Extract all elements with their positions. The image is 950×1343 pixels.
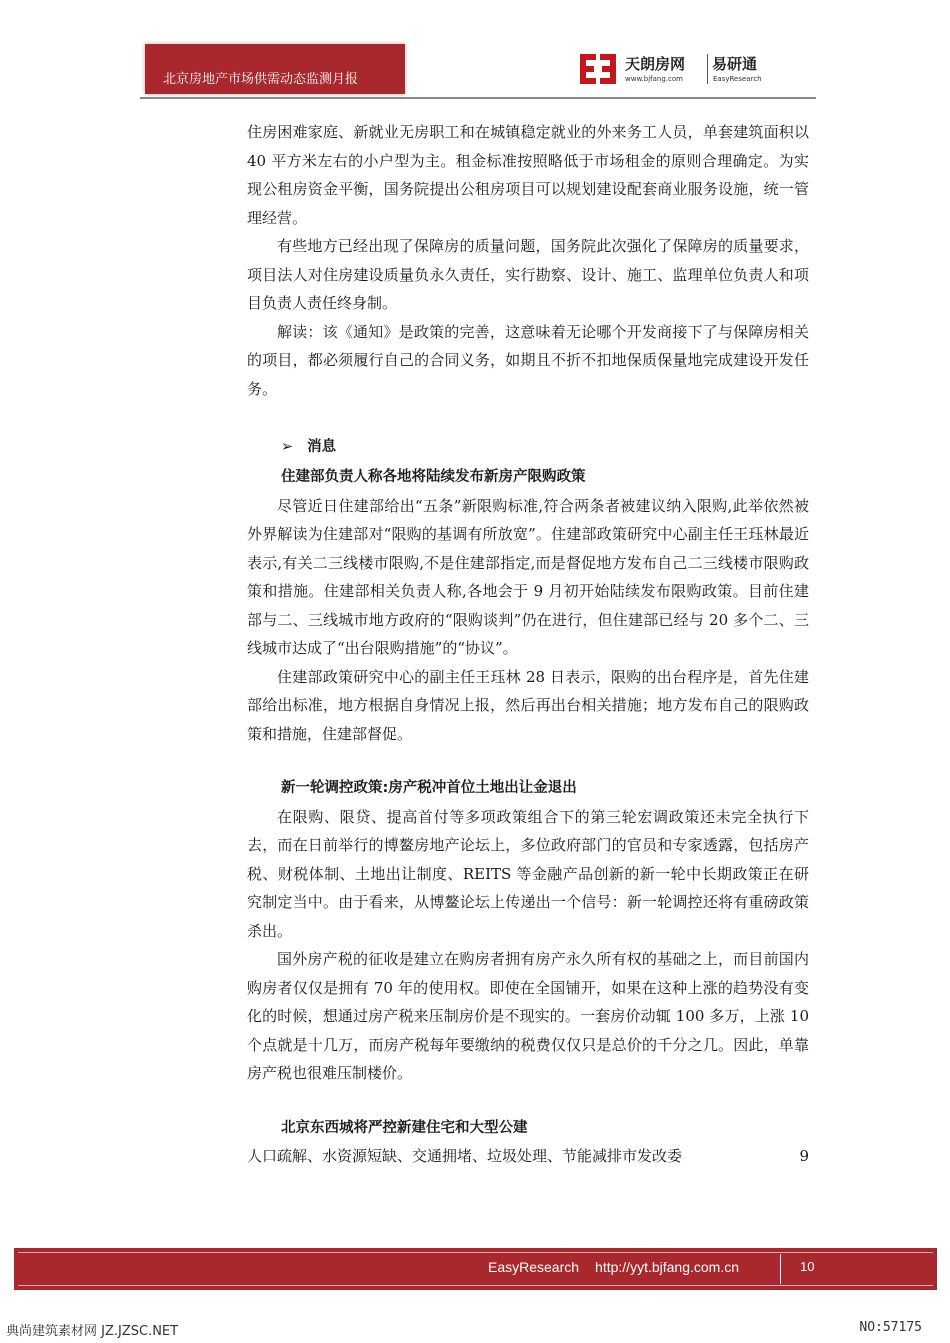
paragraph: 解读：该《通知》是政策的完善，这意味着无论哪个开发商接下了与保障房相关的项目，都必须履行自己的合同义务，如期且不折不扣地保质保量地完成建设开发任务。 bbox=[247, 322, 809, 398]
page-reference: 9 bbox=[799, 1147, 809, 1165]
paragraph: 住房困难家庭、新就业无房职工和在城镇稳定就业的外来务工人员，单套建筑面积以 40 平方米左右的小户型为主。租金标准按照略低于市场租金的原则合理确定。为实现公租房资金平衡，国务院提出公租房项目可以规划建设配套商业服务设施，统一管理经营。 bbox=[247, 123, 809, 227]
logo-product-name: 易研通 bbox=[712, 55, 758, 73]
section-heading bbox=[247, 433, 809, 461]
logo-name: 天朗房网 bbox=[625, 55, 686, 73]
footer-text bbox=[488, 1259, 739, 1275]
paragraph: 人口疏解、水资源短缺、交通拥堵、垃圾处理、节能减排市发改委 bbox=[247, 1147, 683, 1165]
logo-url: www.bjfang.com bbox=[625, 75, 683, 83]
last-line bbox=[247, 1142, 809, 1171]
company-logo bbox=[576, 52, 776, 88]
watermark-site: 典尚建筑素材网 JZ.JZSC.NET bbox=[6, 1324, 179, 1339]
news-title: 住建部负责人称各地将陆续发布新房产限购政策 bbox=[281, 469, 586, 485]
footer-brand: EasyResearch bbox=[488, 1259, 580, 1275]
document-body bbox=[247, 118, 809, 1171]
news-title: 北京东西城将严控新建住宅和大型公建 bbox=[281, 1119, 528, 1136]
paragraph: 住建部政策研究中心的副主任王珏林 28 日表示，限购的出台程序是，首先住建部给出标准，地方根据自身情况上报，然后再出台相关措施；地方发布自己的限购政策和措施，住建部督促。 bbox=[247, 667, 809, 743]
header-banner bbox=[145, 44, 405, 94]
footer-border bbox=[18, 1285, 933, 1286]
footer-bar bbox=[14, 1248, 937, 1290]
page-number: 10 bbox=[800, 1259, 815, 1274]
paragraph: 在限购、限贷、提高首付等多项政策组合下的第三轮宏调政策还未完全执行下去，而在日前举行的博鳌房地产论坛上，多位政府部门的官员和专家透露，包括房产税、财税体制、土地出让制度、REITS 等金融产品创新的新一轮中长期政策正在研究制定当中。由于看来，从博鳌论坛上传递出一个信号：新一轮调控还将有重磅政策杀出。 bbox=[247, 807, 809, 940]
news-title: 新一轮调控政策:房产税冲首位土地出让金退出 bbox=[281, 780, 577, 796]
arrow-bullet-icon: ➢ bbox=[281, 439, 294, 455]
footer-border bbox=[18, 1252, 933, 1253]
watermark-id: NO:57175 bbox=[859, 1320, 922, 1335]
report-title: 北京房地产市场供需动态监测月报 bbox=[163, 72, 359, 87]
logo-product-en: EasyResearch bbox=[713, 75, 762, 83]
header-divider bbox=[140, 97, 816, 99]
footer-url[interactable]: http://yyt.bjfang.com.cn bbox=[595, 1259, 740, 1275]
footer-divider bbox=[780, 1254, 781, 1284]
e-logo-icon bbox=[576, 52, 620, 86]
paragraph: 有些地方已经出现了保障房的质量问题，国务院此次强化了保障房的质量要求，项目法人对住房建设质量负永久责任，实行勘察、设计、施工、监理单位负责人和项目负责人责任终身制。 bbox=[247, 237, 809, 312]
paragraph: 尽管近日住建部给出“五条”新限购标准,符合两条者被建议纳入限购,此举依然被外界解读为住建部对“限购的基调有所放宽”。住建部政策研究中心副主任王珏林最近表示,有关二三线楼市限购,不是住建部指定,而是督促地方发布自己二三线楼市限购政策和措施。住建部相关负责人称,各地会于 9 月初开始陆续发布限购政策。目前住建部与二、三线城市地方政府的“限购谈判”仍在进行，但住建部已经与 20 多个二、三线城市达成了“出台限购措施”的“协议”。 bbox=[247, 496, 809, 657]
section-label: 消息 bbox=[307, 439, 337, 455]
paragraph: 国外房产税的征收是建立在购房者拥有房产永久所有权的基础之上，而目前国内购房者仅仅是拥有 70 年的使用权。即使在全国铺开，如果在这种上涨的趋势没有变化的时候，想通过房产税来压制房价是不现实的。一套房价动辄 100 多万，上涨 10 个点就是十几万，而房产税每年要缴纳的税费仅仅只是总价的千分之几。因此，单靠房产税也很难压制楼价。 bbox=[247, 950, 809, 1082]
logo-separator bbox=[707, 54, 708, 84]
